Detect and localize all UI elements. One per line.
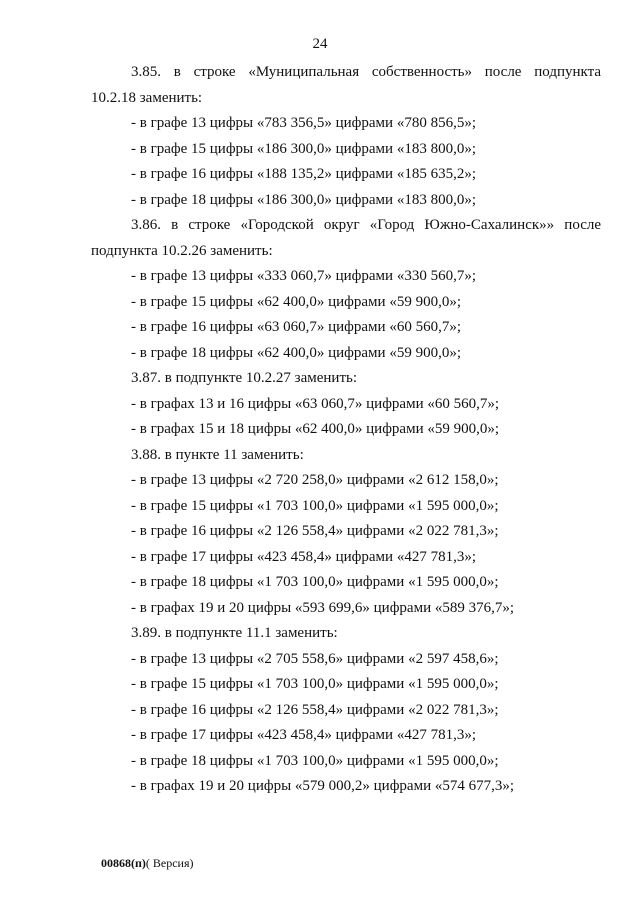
list-item: - в графе 13 цифры «333 060,7» цифрами «330 560,7»; xyxy=(131,268,476,284)
list-item: - в графе 15 цифры «62 400,0» цифрами «59 900,0»; xyxy=(131,293,461,310)
list-item: - в графе 16 цифры «2 126 558,4» цифрами «2 022 781,3»; xyxy=(131,701,499,718)
list-item: - в графе 17 цифры «423 458,4» цифрами «427 781,3»; xyxy=(131,727,476,743)
paragraph-heading-line: 3.85. в строке «Муниципальная собственность» после подпункта xyxy=(131,64,601,80)
paragraph-heading-line: 3.86. в строке «Городской округ «Город Южно-Сахалинск»» после xyxy=(131,217,601,233)
list-item: - в графе 18 цифры «1 703 100,0» цифрами «1 595 000,0»; xyxy=(131,574,499,590)
paragraph-continuation-line: подпункта 10.2.26 заменить: xyxy=(91,242,273,259)
list-item: - в графах 19 и 20 цифры «593 699,6» цифрами «589 376,7»; xyxy=(131,599,515,616)
list-item: - в графах 19 и 20 цифры «579 000,2» цифрами «574 677,3»; xyxy=(131,778,515,794)
document-body xyxy=(91,60,601,800)
page-number: 24 xyxy=(312,36,328,52)
list-item: - в графе 18 цифры «62 400,0» цифрами «59 900,0»; xyxy=(131,344,461,361)
list-item: - в графе 13 цифры «2 720 258,0» цифрами «2 612 158,0»; xyxy=(131,472,499,488)
paragraph-heading-line: 3.89. в подпункте 11.1 заменить: xyxy=(131,625,338,641)
paragraph-heading-line: 3.87. в подпункте 10.2.27 заменить: xyxy=(131,370,358,386)
list-item: - в графе 15 цифры «1 703 100,0» цифрами «1 595 000,0»; xyxy=(131,497,499,514)
paragraph-continuation-line: 10.2.18 заменить: xyxy=(91,89,203,106)
document-code: 00868(п) xyxy=(101,856,146,870)
list-item: - в графе 13 цифры «2 705 558,6» цифрами «2 597 458,6»; xyxy=(131,650,499,667)
document-footer xyxy=(101,856,194,871)
list-item: - в графе 16 цифры «188 135,2» цифрами «185 635,2»; xyxy=(131,166,476,182)
list-item: - в графе 17 цифры «423 458,4» цифрами «427 781,3»; xyxy=(131,548,476,565)
document-version: ( Версия) xyxy=(145,856,194,870)
list-item: - в графе 16 цифры «2 126 558,4» цифрами «2 022 781,3»; xyxy=(131,523,499,539)
list-item: - в графе 13 цифры «783 356,5» цифрами «780 856,5»; xyxy=(131,115,476,131)
list-item: - в графе 15 цифры «1 703 100,0» цифрами «1 595 000,0»; xyxy=(131,676,499,692)
list-item: - в графе 15 цифры «186 300,0» цифрами «183 800,0»; xyxy=(131,140,476,157)
paragraph-heading-line: 3.88. в пункте 11 заменить: xyxy=(131,446,304,463)
list-item: - в графах 15 и 18 цифры «62 400,0» цифрами «59 900,0»; xyxy=(131,421,500,437)
list-item: - в графе 16 цифры «63 060,7» цифрами «60 560,7»; xyxy=(131,319,461,335)
list-item: - в графе 18 цифры «186 300,0» цифрами «183 800,0»; xyxy=(131,191,476,208)
list-item: - в графах 13 и 16 цифры «63 060,7» цифрами «60 560,7»; xyxy=(131,395,500,412)
list-item: - в графе 18 цифры «1 703 100,0» цифрами «1 595 000,0»; xyxy=(131,752,499,769)
